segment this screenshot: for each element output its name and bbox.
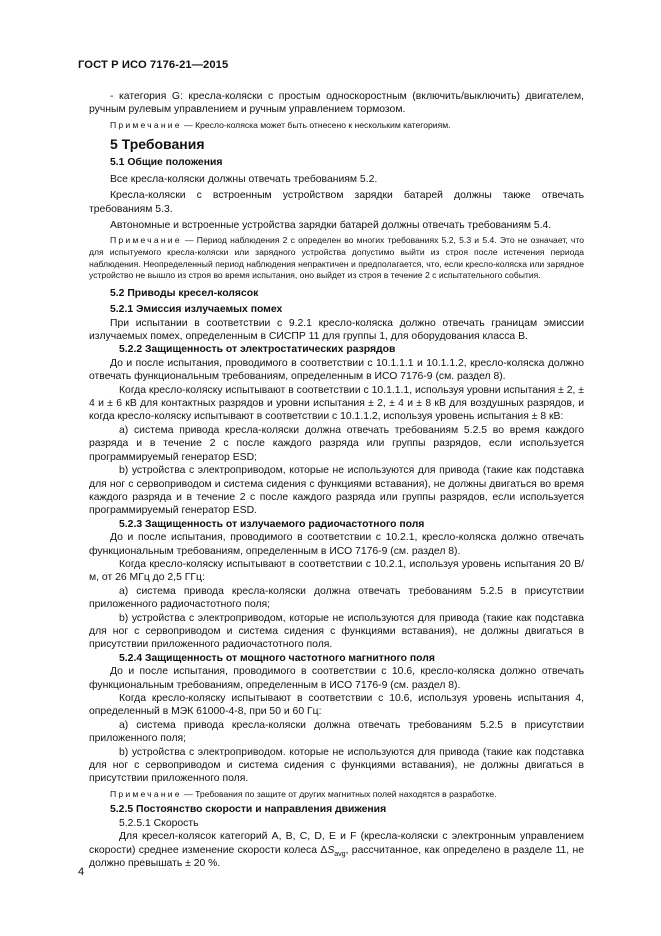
document-body: [89, 90, 584, 870]
note-text: — Кресло-коляска может быть отнесено к нескольким категориям.: [181, 119, 451, 130]
list-item: a) система привода кресла-коляски должна отвечать требованиям 5.2.5 во время каждого разряда и в течение 2 с после каждого разряда или группы разрядов, если используется программируемый генератор ESD;: [89, 424, 584, 463]
body-paragraph: Все кресла-коляски должны отвечать требованиям 5.2.: [110, 173, 378, 185]
body-paragraph: Когда кресло-коляску испытывают в соответствии с 10.2.1, используя уровень испытания 20 В/м, от 26 МГц до 2,5 ГГц:: [89, 558, 584, 584]
body-paragraph: Автономные и встроенные устройства зарядки батарей должны отвечать требованиям 5.4.: [110, 220, 552, 232]
paragraph-text: Для кресел-колясок категорий А, В, С, D, Е и F (кресла-коляски с электронным управлением скорости) среднее изменение скорости колеса Δ: [89, 831, 584, 856]
list-item: b) устройства с электроприводом, которые не используются для привода (такие как подставка для ног с сервоприводом и система сидения с функциями вставания), не должны двигаться в присутствии приложенного радиочастотного поля.: [89, 612, 584, 651]
note-label: Примечание: [110, 119, 182, 130]
body-paragraph: - категория G: кресла-коляски с простым односкоростным (включить/выключить) двигателем, ручным рулевым управлением и ручным управлением тормозом.: [89, 91, 584, 116]
clause-heading: 5.2.1 Эмиссия излучаемых помех: [110, 304, 283, 316]
subsection-heading: 5.2 Приводы кресел-колясок: [110, 287, 259, 299]
clause-heading: 5.2.2 Защищенность от электростатических разрядов: [119, 344, 396, 356]
note-text: — Требования по защите от других магнитных полей находятся в разработке.: [181, 788, 497, 799]
note-label: Примечание: [110, 788, 182, 799]
list-item: b) устройства с электроприводом, которые не используются для привода (такие как подставка для ног с сервоприводом и система сидения с функциями вставания), не должны двигаться во время каждого разряда и в течение 2 с после каждого разряда или группы разрядов, если используется программируемый генератор ESD.: [89, 465, 584, 517]
note: [89, 235, 584, 281]
paragraph-text: , рассчитанное, как определено в разделе 11, не должно превышать ± 20 %.: [89, 844, 584, 870]
body-paragraph: До и после испытания, проводимого в соответствии с 10.1.1.1 и 10.1.1.2, кресло-коляска должно отвечать функциональным требованиям, определенным в ИСО 7176-9 (см. раздел 8).: [89, 357, 584, 383]
note: [89, 789, 584, 801]
symbol-s: S: [327, 844, 335, 856]
subclause-heading: 5.2.5.1 Скорость: [119, 817, 199, 829]
note-text: — Период наблюдения 2 с определен во многих требованиях 5.2, 5.3 и 5.4. Это не означает, что для испытуемого кресла-коляски или зарядного устройства допустимо выйти из строя после истечения периода наблюдения. Неопределенный период наблюдения непрактичен и предполагается, что, если кресло-коляска или зарядное устройство не вышло из строя во время испытания, оно выйдет из строя в течение 2 с испытательного события.: [89, 235, 584, 281]
note-label: Примечание: [110, 235, 182, 246]
list-item: a) система привода кресла-коляски должна отвечать требованиям 5.2.5 в присутствии приложенного поля;: [89, 719, 584, 745]
subscript-avg: avg: [334, 850, 346, 858]
running-header: ГОСТ Р ИСО 7176-21—2015: [78, 59, 229, 71]
note: [89, 120, 584, 132]
body-paragraph: [89, 830, 584, 870]
page-number: 4: [78, 866, 85, 878]
body-paragraph: До и после испытания, проводимого в соответствии с 10.6, кресло-коляска должно отвечать функциональным требованиям, определенным в ИСО 7176-9 (см. раздел 8).: [89, 666, 584, 691]
list-item: b) устройства с электроприводом. которые не используются для привода (такие как подставка для ног с сервоприводом и система сидения с функциями вставания), не должны двигаться в присутствии приложенного поля.: [89, 746, 584, 785]
body-paragraph: Когда кресло-коляску испытывают в соответствии с 10.1.1.1, используя уровни испытания ± 2, ± 4 и ± 6 кВ для контактных разрядов и уровни испытания ± 2, ± 4 и ± 8 кВ для воздушных разрядов, и когда кресло-коляску испытывают в соответствии с 10.1.1.2, используя уровень испытания ± 8 кВ:: [89, 384, 584, 423]
list-item: a) система привода кресла-коляски должна отвечать требованиям 5.2.5 в присутствии приложенного радиочастотного поля;: [89, 585, 584, 611]
clause-heading: 5.2.4 Защищенность от мощного частотного магнитного поля: [119, 652, 435, 664]
subsection-heading: 5.1 Общие положения: [110, 157, 223, 169]
body-paragraph: Кресла-коляски с встроенным устройством зарядки батарей должны также отвечать требованиям 5.3.: [89, 190, 584, 215]
body-paragraph: При испытании в соответствии с 9.2.1 кресло-коляска должно отвечать границам эмиссии излучаемых помех, определенным в СИСПР 11 для группы 1, для оборудования класса В.: [89, 317, 584, 343]
body-paragraph: Когда кресло-коляску испытывают в соответствии с 10.6, используя уровень испытания 4, определенный в МЭК 61000-4-8, при 50 и 60 Гц:: [89, 693, 584, 718]
body-paragraph: До и после испытания, проводимого в соответствии с 10.2.1, кресло-коляска должно отвечать функциональным требованиям, определенным в ИСО 7176-9 (см. раздел 8).: [89, 532, 584, 557]
clause-heading: 5.2.3 Защищенность от излучаемого радиочастотного поля: [119, 518, 425, 530]
section-heading: 5 Требования: [110, 136, 205, 153]
clause-heading: 5.2.5 Постоянство скорости и направления движения: [110, 804, 387, 816]
